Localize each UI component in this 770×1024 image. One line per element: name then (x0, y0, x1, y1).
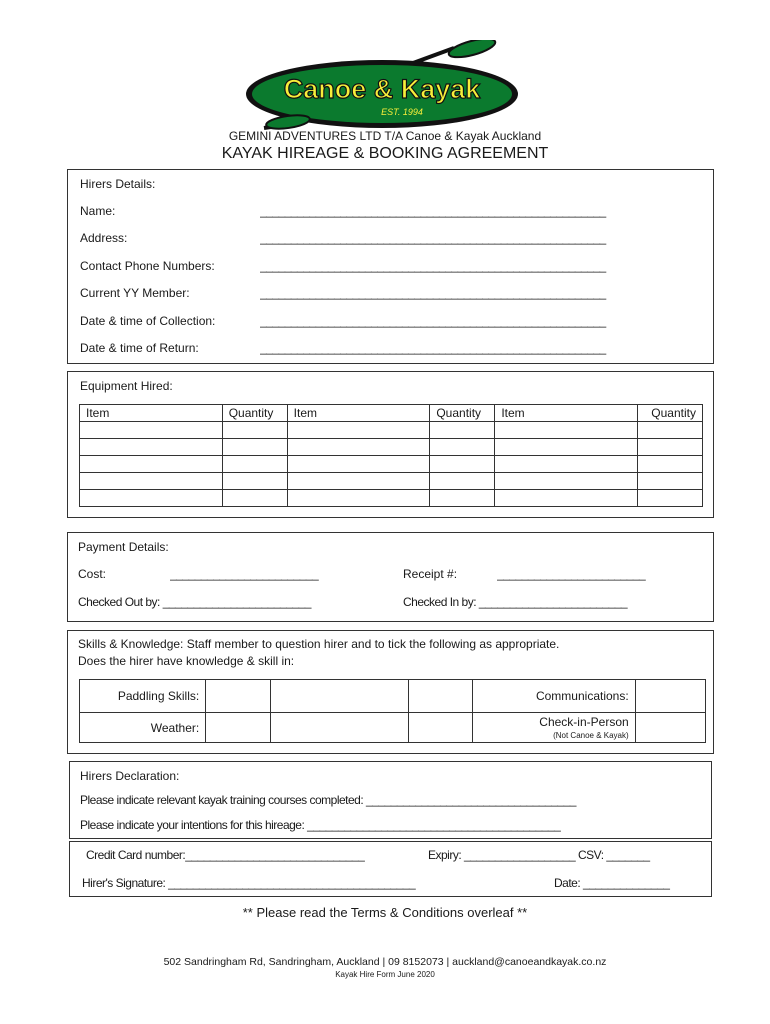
collection-label: Date & time of Collection: (80, 314, 216, 328)
weather-checkbox[interactable] (206, 713, 270, 743)
canoe-kayak-logo (244, 40, 526, 132)
skills-question: Does the hirer have knowledge & skill in: (78, 654, 295, 668)
checkin-label: Check-in-Person (539, 715, 629, 729)
table-row[interactable] (80, 422, 703, 439)
paddling-label: Paddling Skills: (80, 680, 206, 713)
col-item-3: Item (495, 405, 638, 422)
signature-field[interactable]: Hirer's Signature: ________________________________________ (82, 876, 416, 890)
receipt-field[interactable]: ________________________ (497, 567, 646, 581)
skills-instruction: Skills & Knowledge: Staff member to question hirer and to tick the following as appropriate. (78, 637, 560, 651)
paddling-checkbox[interactable] (206, 680, 270, 713)
courses-field[interactable]: Please indicate relevant kayak training courses completed: __________________________________ (80, 793, 576, 807)
checkin-cell (473, 713, 635, 743)
declaration-heading: Hirers Declaration: (80, 769, 180, 783)
terms-note: ** Please read the Terms & Conditions overleaf ** (242, 905, 528, 920)
table-row[interactable] (80, 490, 703, 507)
address-field[interactable]: ________________________________________________________ (260, 231, 606, 245)
table-row[interactable] (80, 456, 703, 473)
yy-member-label: Current YY Member: (80, 286, 190, 300)
checked-out-field[interactable]: Checked Out by: ________________________ (78, 595, 311, 609)
equipment-heading: Equipment Hired: (80, 379, 173, 393)
name-field[interactable]: ________________________________________________________ (260, 204, 606, 218)
cost-label: Cost: (78, 567, 107, 581)
expiry-csv-field[interactable]: Expiry: __________________ CSV: _______ (428, 848, 650, 862)
cost-field[interactable]: ________________________ (170, 567, 319, 581)
checkin-note: (Not Canoe & Kayak) (553, 731, 629, 740)
checkin-checkbox[interactable] (635, 713, 705, 743)
col-qty-1: Quantity (222, 405, 287, 422)
logo-text: Canoe & Kayak (283, 74, 481, 104)
communications-checkbox[interactable] (635, 680, 705, 713)
col-qty-2: Quantity (430, 405, 495, 422)
date-field[interactable]: Date: ______________ (554, 876, 670, 890)
table-header-row (80, 405, 703, 422)
col-item-1: Item (80, 405, 223, 422)
receipt-label: Receipt #: (403, 567, 458, 581)
collection-field[interactable]: ________________________________________________________ (260, 314, 606, 328)
hirers-heading: Hirers Details: (80, 177, 156, 191)
return-field[interactable]: ________________________________________________________ (260, 341, 606, 355)
intentions-field[interactable]: Please indicate your intentions for this hireage: _________________________________________ (80, 818, 561, 832)
table-row[interactable] (80, 473, 703, 490)
table-row[interactable] (80, 439, 703, 456)
footer-address: 502 Sandringham Rd, Sandringham, Auckland | 09 8152073 | auckland@canoeandkayak.co.nz (163, 956, 607, 968)
col-item-2: Item (287, 405, 430, 422)
equipment-table (79, 404, 703, 507)
name-label: Name: (80, 204, 116, 218)
phone-field[interactable]: ________________________________________________________ (260, 259, 606, 273)
checked-in-field[interactable]: Checked In by: ________________________ (403, 595, 628, 609)
logo-est: EST. 1994 (381, 107, 423, 117)
address-label: Address: (80, 231, 128, 245)
page-title: KAYAK HIREAGE & BOOKING AGREEMENT (221, 145, 549, 162)
footer-form-name: Kayak Hire Form June 2020 (335, 970, 435, 979)
yy-member-field[interactable]: ________________________________________________________ (260, 286, 606, 300)
col-qty-3: Quantity (638, 405, 703, 422)
payment-heading: Payment Details: (78, 540, 169, 554)
skills-table (79, 679, 706, 743)
weather-label: Weather: (80, 713, 206, 743)
company-name: GEMINI ADVENTURES LTD T/A Canoe & Kayak Auckland (228, 129, 542, 143)
phone-label: Contact Phone Numbers: (80, 259, 215, 273)
return-label: Date & time of Return: (80, 341, 199, 355)
card-number-field[interactable]: Credit Card number:_____________________________ (86, 848, 365, 862)
communications-label: Communications: (473, 680, 635, 713)
